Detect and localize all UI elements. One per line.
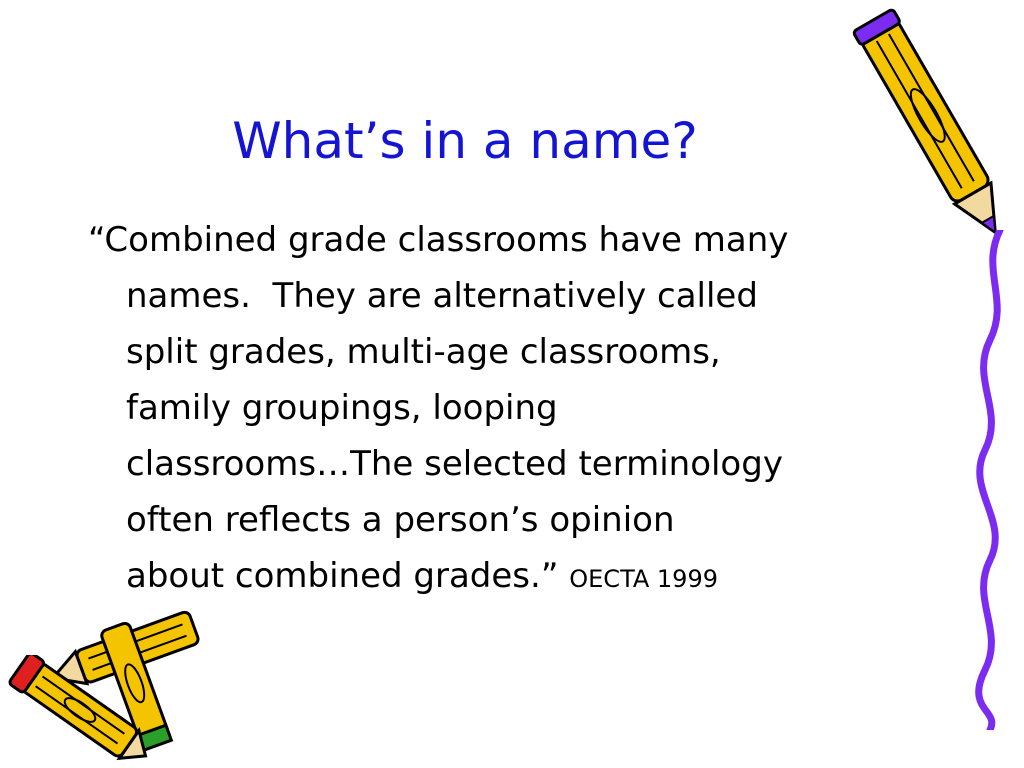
quote-line: names. They are alternatively called (126, 276, 758, 316)
squiggle-line (970, 230, 1020, 730)
quote-line: “Combined grade classrooms have many (88, 220, 789, 260)
quote-body (88, 212, 948, 607)
pencil-icon (820, 0, 1020, 260)
slide-title: What’s in a name? (232, 112, 698, 170)
pencil-icon (0, 655, 160, 765)
quote-text: about combined grades.” (126, 556, 559, 596)
quote-line: often reflects a person’s opinion (126, 500, 675, 540)
quote-line: family groupings, looping (126, 388, 558, 428)
quote-line: split grades, multi-age classrooms, (126, 332, 721, 372)
quote-line: classrooms…The selected terminology (126, 444, 783, 484)
quote-line-last (88, 548, 948, 607)
citation: OECTA 1999 (569, 565, 718, 593)
